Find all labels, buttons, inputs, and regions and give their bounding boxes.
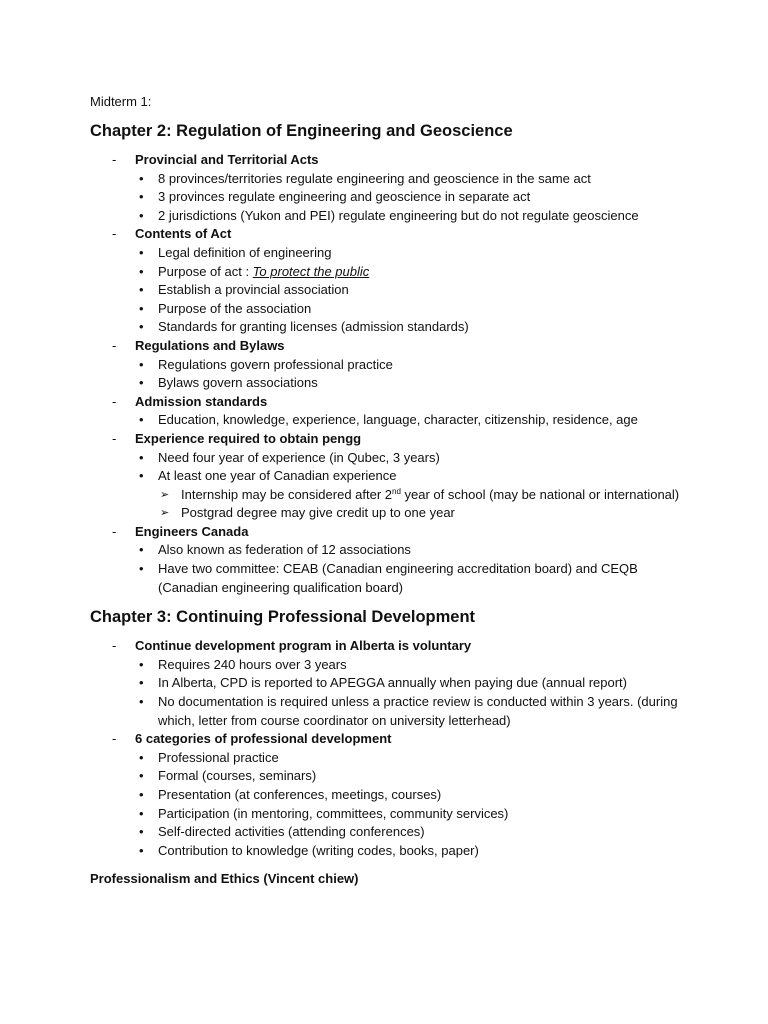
list-item: • Self-directed activities (attending conferences) <box>139 824 425 840</box>
sub-list-item: ➢ Postgrad degree may give credit up to one year <box>158 504 690 523</box>
section-contents-of-act: - Contents of Act • Legal definition of engineering • Purpose of act : To protect the public • Establish a provincial association • Purpose of the association • Standards for granting licenses (admission standards) <box>90 225 690 337</box>
section-label: Experience required to obtain pengg <box>135 430 362 446</box>
section-label: Continue development program in Alberta is voluntary <box>135 638 472 654</box>
doc-title: Midterm 1: <box>90 94 152 109</box>
list-item: • 3 provinces regulate engineering and geoscience in separate act <box>139 189 531 205</box>
section-label: Regulations and Bylaws <box>135 337 285 353</box>
list-item: • Formal (courses, seminars) <box>139 768 317 784</box>
section-label: 6 categories of professional development <box>135 731 392 747</box>
list-item: • 2 jurisdictions (Yukon and PEI) regulate engineering but do not regulate geoscience <box>139 207 639 223</box>
section-admission-standards: - Admission standards • Education, knowledge, experience, language, character, citizenship, residence, age <box>90 393 690 430</box>
list-item: • Establish a provincial association <box>139 282 349 298</box>
list-item: • Purpose of the association <box>139 300 312 316</box>
chapter-3-heading: Chapter 3: Continuing Professional Development <box>90 608 476 627</box>
section-label: Admission standards <box>135 393 268 409</box>
section-label: Provincial and Territorial Acts <box>135 152 319 167</box>
list-item: • Participation (in mentoring, committees, community services) <box>139 805 509 821</box>
list-item: • No documentation is required unless a practice review is conducted within 3 years. (during which, letter from course coordinator on university letterhead) <box>139 694 678 728</box>
document-page <box>90 94 690 888</box>
list-item: • Professional practice <box>139 749 279 765</box>
list-item: • Standards for granting licenses (admission standards) <box>139 319 469 335</box>
section-engineers-canada: - Engineers Canada • Also known as federation of 12 associations • Have two committee: CEAB (Canadian engineering accreditation board) and CEQB (Canadian engineering qualification board) <box>90 523 690 597</box>
emphasized-text: To protect the public <box>252 263 370 279</box>
list-item: • Legal definition of engineering <box>139 244 332 260</box>
list-item: • Purpose of act : To protect the public <box>139 263 370 279</box>
arrow-bullet-icon: ➢ <box>160 507 170 520</box>
section-regulations-bylaws: - Regulations and Bylaws • Regulations govern professional practice • Bylaws govern associations <box>90 337 690 393</box>
section-label: Engineers Canada <box>135 523 249 539</box>
list-item: • Regulations govern professional practice <box>139 356 393 372</box>
sub-list-item: ➢ Internship may be considered after 2nd year of school (may be national or international) <box>158 486 690 505</box>
professionalism-heading: Professionalism and Ethics (Vincent chiew) <box>90 871 359 887</box>
section-experience-required: - Experience required to obtain pengg • Need four year of experience (in Qubec, 3 years) • At least one year of Canadian experience ➢ Internship may be considered after 2nd year of school (may be national or international) ➢ Postgrad degree may give credit up to one year <box>90 430 690 523</box>
list-item: • Contribution to knowledge (writing codes, books, paper) <box>139 842 479 858</box>
section-label: Contents of Act <box>135 226 232 242</box>
list-item: • Bylaws govern associations <box>139 375 318 391</box>
section-provincial-acts: - Provincial and Territorial Acts • 8 provinces/territories regulate engineering and geoscience in the same act • 3 provinces regulate engineering and geoscience in separate act • 2 jurisdictions (Yukon and PEI) regulate engineering but do not regulate geoscience <box>90 151 690 225</box>
list-item: • Requires 240 hours over 3 years <box>139 656 347 672</box>
chapter-2-heading: Chapter 2: Regulation of Engineering and Geoscience <box>90 122 513 140</box>
chapter-3-sections <box>90 637 690 860</box>
section-six-categories: - 6 categories of professional development • Professional practice • Formal (courses, seminars) • Presentation (at conferences, meetings, courses) • Participation (in mentoring, committees, community services) • Self-directed activities (attending conferences) • Contribution to knowledge (writing codes, books, paper) <box>90 730 690 860</box>
list-item: • Also known as federation of 12 associations <box>139 542 411 558</box>
list-item: • Presentation (at conferences, meetings, courses) <box>139 787 442 802</box>
list-item: • At least one year of Canadian experience ➢ Internship may be considered after 2nd year of school (may be national or international) ➢ Postgrad degree may give credit up to one year <box>135 467 690 523</box>
chapter-2-sections <box>90 151 690 597</box>
list-item: • Education, knowledge, experience, language, character, citizenship, residence, age <box>139 412 638 428</box>
list-item: • 8 provinces/territories regulate engineering and geoscience in the same act <box>139 170 591 186</box>
arrow-bullet-icon: ➢ <box>160 488 170 501</box>
section-cpd-alberta: - Continue development program in Alberta is voluntary • Requires 240 hours over 3 years • In Alberta, CPD is reported to APEGGA annually when paying due (annual report) • No documentation is required unless a practice review is conducted within 3 years. (during which, letter from course coordinator on university letterhead) <box>90 637 690 730</box>
list-item: • In Alberta, CPD is reported to APEGGA annually when paying due (annual report) <box>139 675 627 691</box>
list-item: • Have two committee: CEAB (Canadian engineering accreditation board) and CEQB (Canadian engineering qualification board) <box>139 561 638 595</box>
list-item: • Need four year of experience (in Qubec, 3 years) <box>139 449 440 465</box>
